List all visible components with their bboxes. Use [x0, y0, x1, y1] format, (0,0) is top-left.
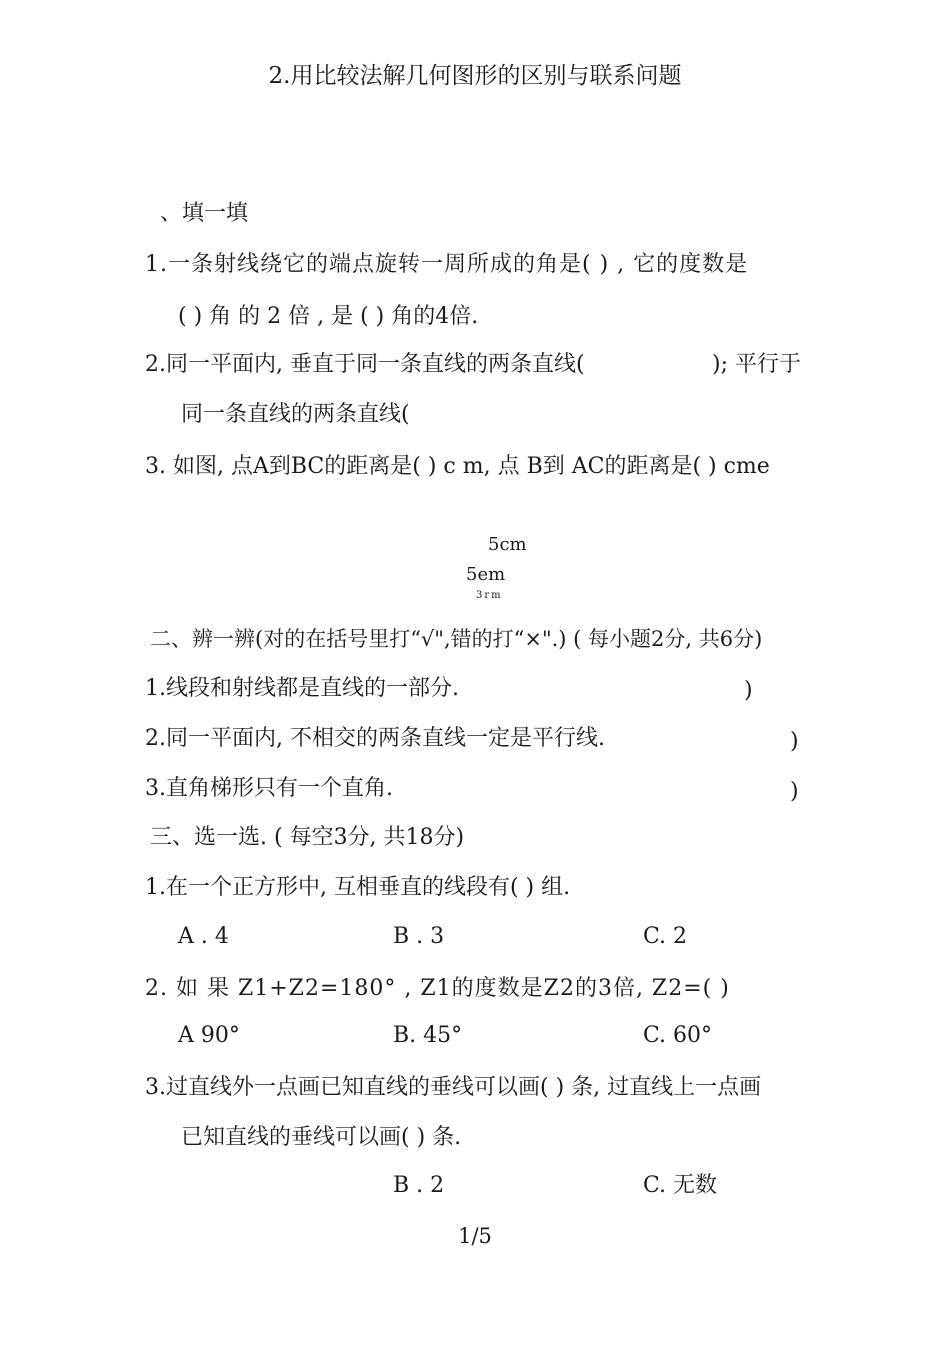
page-number: 1/5 — [458, 1224, 492, 1248]
question-2-line-1a: 2.同一平面内, 垂直于同一条直线的两条直线( — [145, 352, 585, 377]
question-1-line-2: ( ) 角 的 2 倍 , 是 ( ) 角的4倍. — [178, 304, 479, 329]
section3-heading: 三、选一选. ( 每空3分, 共18分) — [150, 825, 465, 850]
choice-2-option-a[interactable]: A 90° — [178, 1023, 240, 1048]
figure-label-5em: 5em — [466, 564, 506, 585]
choice-1-option-a[interactable]: A . 4 — [178, 924, 229, 949]
choice-2-option-c[interactable]: C. 60° — [643, 1023, 713, 1048]
choice-question-3-line-1: 3.过直线外一点画已知直线的垂线可以画( ) 条, 过直线上一点画 — [145, 1075, 762, 1100]
choice-1-option-c[interactable]: C. 2 — [643, 924, 688, 949]
judge-item-1: 1.线段和射线都是直线的一部分. — [145, 676, 459, 701]
judge-item-2: 2.同一平面内, 不相交的两条直线一定是平行线. — [145, 726, 605, 751]
choice-question-1: 1.在一个正方形中, 互相垂直的线段有( ) 组. — [145, 875, 571, 900]
section2-heading: 二、辨一辨(对的在括号里打“√",错的打“×".) ( 每小题2分, 共6分) — [150, 627, 763, 651]
judge-item-3-answer-paren[interactable]: ) — [790, 779, 799, 804]
choice-2-option-b[interactable]: B. 45° — [393, 1023, 463, 1048]
judge-item-2-answer-paren[interactable]: ) — [790, 729, 799, 754]
question-2-line-1b: ); 平行于 — [712, 352, 801, 377]
question-1-line-1: 1.一条射线绕它的端点旋转一周所成的角是( ) , 它的度数是 — [145, 252, 749, 277]
page-title: 2.用比较法解几何图形的区别与联系问题 — [268, 63, 682, 89]
choice-question-2: 2. 如 果 Z1+Z2=180° , Z1的度数是Z2的3倍, Z2=( ) — [145, 976, 730, 1001]
choice-3-option-c[interactable]: C. 无数 — [643, 1173, 718, 1198]
judge-item-3: 3.直角梯形只有一个直角. — [145, 776, 393, 801]
section1-heading: 、填一填 — [160, 201, 249, 226]
question-3: 3. 如图, 点A到BC的距离是( ) c m, 点 B到 AC的距离是( ) cme — [145, 454, 770, 479]
figure-label-3rm: 3rm — [476, 590, 503, 601]
question-2-line-2: 同一条直线的两条直线( — [181, 402, 410, 427]
choice-question-3-line-2: 已知直线的垂线可以画( ) 条. — [181, 1125, 462, 1150]
judge-item-1-answer-paren[interactable]: ) — [744, 678, 753, 703]
figure-label-5cm: 5cm — [488, 534, 527, 555]
choice-3-option-b[interactable]: B . 2 — [393, 1173, 445, 1198]
choice-1-option-b[interactable]: B . 3 — [393, 924, 445, 949]
